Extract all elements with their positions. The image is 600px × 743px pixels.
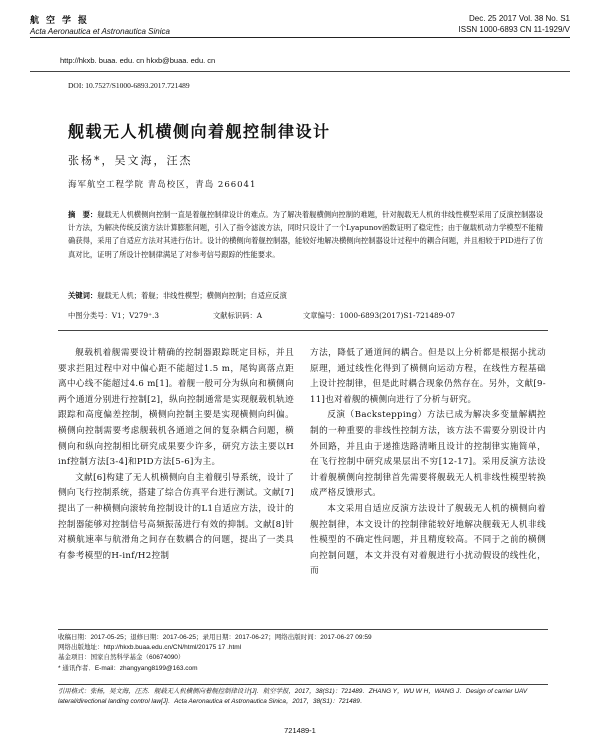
journal-header	[30, 13, 170, 36]
paragraph: 方法，降低了通道间的耦合。但是以上分析都是根据小扰动原理，通过线性化得到了横侧向运动方程，在线性方程基础上设计控制律，但是此时耦合现象仍然存在。另外，文献[9-11]也对着舰的横侧向进行了分析与研究。	[310, 348, 546, 405]
paragraph: 文献[6]构建了无人机横侧向自主着舰引导系统，设计了侧向飞行控制系统，搭建了综合仿真平台进行测试。文献[7]提出了一种横侧向滚转角控制设计的L1自适应方法，设计的控制器能够对控制信号高频振荡进行有效的抑制。文献[8]针对横航速率与航滑角之间存在数耦合的问题，提出了一类具有参考模型的H-inf/H2控制	[58, 472, 294, 561]
abstract	[68, 208, 543, 261]
authors: 张杨*，吴文海，汪杰	[68, 154, 193, 167]
citation-rule	[58, 684, 548, 685]
keywords	[68, 291, 287, 301]
journal-name-cn: 航空学报	[30, 15, 95, 25]
clc-number: 中图分类号：V1；V279⁺.3	[68, 311, 160, 320]
doi[interactable]: DOI: 10.7527/S1000-6893.2017.721489	[68, 81, 190, 90]
online-url[interactable]: 网络出版地址：http://hkxb.buaa.edu.cn/CN/html/20175 17 .html	[58, 644, 242, 652]
abstract-label: 摘 要：	[68, 210, 98, 219]
footnote-rule	[58, 629, 548, 630]
date-volume: Dec. 25 2017 Vol. 38 No. S1	[469, 14, 570, 23]
body-left-column	[58, 346, 294, 564]
paragraph: 反演（Backstepping）方法已成为解决多变量解耦控制的一种重要的非线性控制方法，该方法不需要分别设计内外回路，并且由于递推迭路清晰且设计的控制律实施简单，在飞行控制中研究成果层出不穷[12-17]。采用反演方法设计着舰横侧向控制律首先需要将舰载无人机非线性模型转换成严格反馈形式。	[310, 410, 546, 499]
document-code: 文献标识码：A	[213, 311, 263, 320]
affiliation: 海军航空工程学院 青岛校区，青岛 266041	[68, 180, 257, 190]
issue-info	[459, 13, 570, 35]
abstract-rule	[58, 330, 548, 331]
abstract-text: 舰载无人机横侧向控制一直是着舰控制律设计的难点。为了解决着舰横侧向控制的难题，针对舰载无人机的非线性模型采用了反演控制器设计方法，为解决传统反演方法计算膨胀问题，引入了指令滤波方法，同时只设计了一个Lyapunov函数证明了稳定性；由于舰载机动力学模型不能精确获得，采用了自适应方法对其进行估计。设计的横侧向着舰控制器，能较好地解决横侧向控制器设计过程中的耦合问题，并且相较于PID进行了仿真对比，证明了所设计控制律满足了对参考信号跟踪的性能要求。	[68, 210, 543, 259]
body-right-column	[310, 346, 546, 580]
paragraph: 本文采用自适应反演方法设计了舰载无人机的横侧向着舰控制律，本文设计的控制律能较好地解决舰载无人机非线性模型的不确定性问题，并且精度较高。不同于之前的横侧向控制问题，本文并没有对着舰进行小扰动假设的线性化，而	[310, 503, 546, 577]
page-number: 721489-1	[284, 726, 316, 735]
footnote	[58, 633, 548, 674]
paper-title: 舰载无人机横侧向着舰控制律设计	[68, 122, 331, 141]
header-rule	[30, 37, 570, 38]
paragraph: 舰载机着舰需要设计精确的控制器跟踪既定目标，并且要求拦阻过程中对中偏心距不能超过1.5 m，尾钩离落点距离中心线不能超过4.6 m[1]。着舰一般可分为纵向和横侧向两个通道分别进行控制[2]，纵向控制通常是实现舰载机轨迹跟踪和高度偏差控制，横侧向控制主要是实现横侧向纠偏。横侧向控制需要考虑舰载机各通道之间的复杂耦合问题，横侧向和纵向控制相比研究成果要少许多，研究方法主要以H inf控制方法[3-4]和PID方法[5-6]为主。	[58, 348, 294, 468]
corresponding-author: * 通讯作者．E-mail：zhangyang8199@163.com	[58, 664, 198, 672]
journal-url[interactable]: http://hkxb. buaa. edu. cn hkxb@buaa. edu. cn	[60, 56, 216, 65]
article-number: 文章编号：1000-6893(2017)S1-721489-07	[303, 311, 456, 320]
citation-format: 引用格式：张杨，吴文海，汪杰．舰载无人机横侧向着舰控制律设计[J]．航空学报，2017，38(S1)：721489．ZHANG Y，WU W H，WANG J．Design of carrier UAV lateral/directional landing control law[J]．Acta Aeronautica et Astronautica Sinica，2017，38(S1)：721489．	[58, 688, 528, 705]
fund-info: 基金项目：国家自然科学基金（60674090）	[58, 654, 185, 662]
journal-name-en: Acta Aeronautica et Astronautica Sinica	[30, 27, 170, 36]
received-dates: 收稿日期：2017-05-25；退修日期：2017-06-25；录用日期：2017-06-27；网络出版时间：2017-06-27 09:59	[58, 634, 372, 641]
issn-cn: ISSN 1000-6893 CN 11-1929/V	[458, 25, 570, 34]
keywords-label: 关键词：	[68, 291, 98, 300]
url-rule	[30, 71, 570, 72]
keywords-text: 舰载无人机；着舰；非线性模型；横侧向控制；自适应反演	[97, 291, 287, 300]
